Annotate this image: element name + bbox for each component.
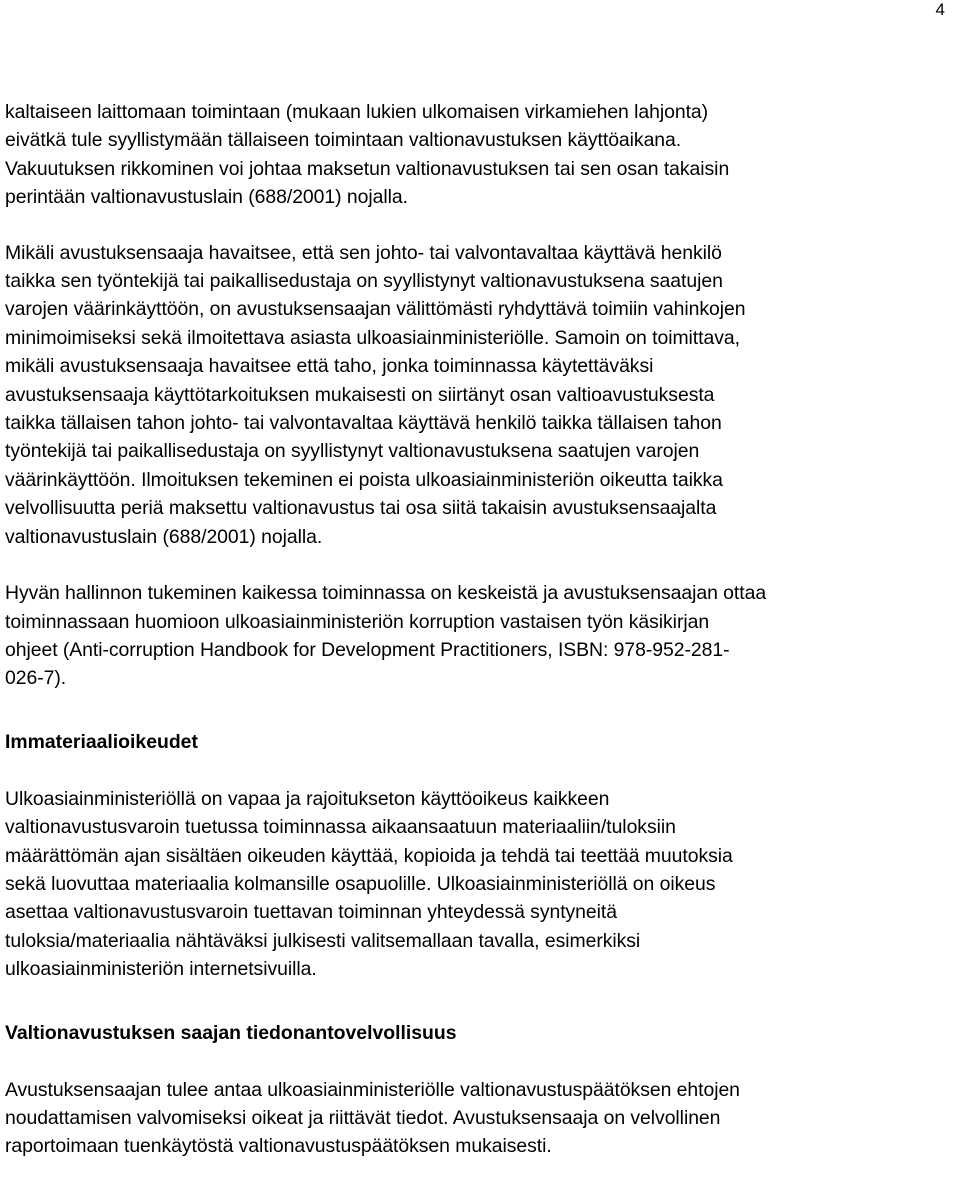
paragraph-misconduct-declaration bbox=[5, 98, 960, 212]
text-line: taikka sen työntekijä tai paikallisedustaja on syyllistynyt valtionavustuksena saatujen bbox=[5, 270, 723, 293]
text-line: perintään valtionavustuslain (688/2001) nojalla. bbox=[5, 186, 408, 209]
text-line: 026-7). bbox=[5, 667, 67, 690]
section-heading-reporting-duty: Valtionavustuksen saajan tiedonantovelvollisuus bbox=[5, 1021, 457, 1044]
text-line: sekä luovuttaa materiaalia kolmansille osapuolille. Ulkoasiainministeriöllä on oikeus bbox=[5, 872, 716, 895]
text-line: toiminnassaan huomioon ulkoasiainministeriön korruption vastaisen työn käsikirjan bbox=[5, 610, 710, 633]
text-line: valtionavustuslain (688/2001) nojalla. bbox=[5, 525, 323, 548]
paragraph-reporting-duty bbox=[5, 1076, 960, 1161]
text-line: ohjeet (Anti-corruption Handbook for Development Practitioners, ISBN: 978-952-281- bbox=[5, 638, 730, 661]
text-line: kaltaiseen laittomaan toimintaan (mukaan lukien ulkomaisen virkamiehen lahjonta) bbox=[5, 101, 709, 123]
page-number: 4 bbox=[935, 0, 945, 19]
text-line: valtionavustusvaroin tuetussa toiminnassa aikaansaatuun materiaaliin/tuloksiin bbox=[5, 816, 676, 839]
text-line: Vakuutuksen rikkominen voi johtaa maksetun valtionavustuksen tai sen osan takaisin bbox=[5, 157, 730, 180]
text-line: minimoimiseksi sekä ilmoitettava asiasta ulkoasiainministeriölle. Samoin on toimittava, bbox=[5, 326, 740, 349]
text-line: asettaa valtionavustusvaroin tuettavan toiminnan yhteydessä syntyneitä bbox=[5, 901, 617, 924]
text-line: Avustuksensaajan tulee antaa ulkoasiainministeriölle valtionavustuspäätöksen ehtojen bbox=[5, 1078, 740, 1101]
document-body bbox=[5, 98, 960, 1161]
text-line: tuloksia/materiaalia nähtäväksi julkisesti valitsemallaan tavalla, esimerkiksi bbox=[5, 929, 641, 952]
text-line: noudattamisen valvomiseksi oikeat ja riittävät tiedot. Avustuksensaaja on velvollinen bbox=[5, 1106, 721, 1129]
text-line: määrättömän ajan sisältäen oikeuden käyttää, kopioida ja tehdä tai teettää muutoksia bbox=[5, 844, 733, 867]
text-line: eivätkä tule syyllistymään tällaiseen toimintaan valtionavustuksen käyttöaikana. bbox=[5, 129, 682, 152]
text-line: varojen väärinkäyttöön, on avustuksensaajan välittömästi ryhdyttävä toimiin vahinkojen bbox=[5, 298, 746, 321]
section-heading-ip-rights: Immateriaalioikeudet bbox=[5, 730, 198, 753]
spacer bbox=[5, 693, 960, 728]
text-line: Mikäli avustuksensaaja havaitsee, että sen johto- tai valvontavaltaa käyttävä henkilö bbox=[5, 241, 722, 264]
text-line: ulkoasiainministeriön internetsivuilla. bbox=[5, 958, 317, 981]
spacer bbox=[5, 984, 960, 1019]
paragraph-good-governance bbox=[5, 579, 960, 693]
text-line: Hyvän hallinnon tukeminen kaikessa toiminnassa on keskeistä ja avustuksensaajan ottaa bbox=[5, 582, 767, 605]
text-line: avustuksensaaja käyttötarkoituksen mukaisesti on siirtänyt osan valtioavustuksesta bbox=[5, 383, 715, 406]
paragraph-ip-rights bbox=[5, 785, 960, 984]
text-line: työntekijä tai paikallisedustaja on syyllistynyt valtionavustuksena saatujen varojen bbox=[5, 440, 700, 463]
text-line: velvollisuutta periä maksettu valtionavustus tai osa siitä takaisin avustuksensaajalta bbox=[5, 497, 717, 520]
text-line: Ulkoasiainministeriöllä on vapaa ja rajoitukseton käyttöoikeus kaikkeen bbox=[5, 787, 610, 810]
spacer bbox=[5, 551, 960, 579]
text-line: raportoimaan tuenkäytöstä valtionavustuspäätöksen mukaisesti. bbox=[5, 1135, 552, 1158]
spacer bbox=[5, 756, 960, 785]
text-line: mikäli avustuksensaaja havaitsee että taho, jonka toiminnassa käytettäväksi bbox=[5, 355, 654, 378]
paragraph-misuse-reporting bbox=[5, 239, 960, 551]
spacer bbox=[5, 1047, 960, 1076]
spacer bbox=[5, 212, 960, 239]
text-line: taikka tällaisen tahon johto- tai valvontavaltaa käyttävä henkilö taikka tällaisen tahon bbox=[5, 412, 722, 435]
text-line: väärinkäyttöön. Ilmoituksen tekeminen ei poista ulkoasiainministeriön oikeutta taikka bbox=[5, 468, 723, 491]
